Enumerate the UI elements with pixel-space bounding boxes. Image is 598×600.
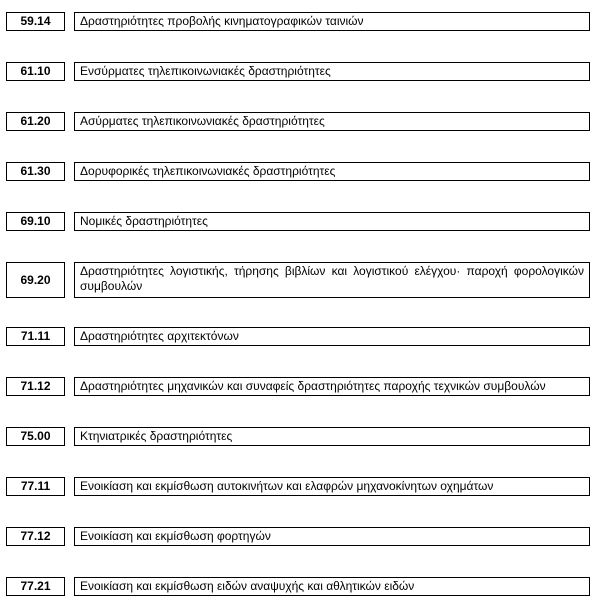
activity-code: 71.12 — [6, 377, 65, 396]
activity-description: Δραστηριότητες προβολής κινηματογραφικών ταινιών — [74, 12, 590, 31]
activity-description: Ασύρματες τηλεπικοινωνιακές δραστηριότητες — [74, 112, 590, 131]
activity-code: 61.30 — [6, 162, 65, 181]
activity-description: Νομικές δραστηριότητες — [74, 212, 590, 231]
activity-code: 69.10 — [6, 212, 65, 231]
activity-code: 61.20 — [6, 112, 65, 131]
activity-description: Ενσύρματες τηλεπικοινωνιακές δραστηριότητες — [74, 62, 590, 81]
activity-description: Ενοικίαση και εκμίσθωση φορτηγών — [74, 527, 590, 546]
activity-description: Δορυφορικές τηλεπικοινωνιακές δραστηριότητες — [74, 162, 590, 181]
activity-description: Ενοικίαση και εκμίσθωση αυτοκινήτων και ελαφρών μηχανοκίνητων οχημάτων — [74, 477, 590, 496]
activity-code: 69.20 — [6, 262, 65, 298]
activity-description: Δραστηριότητες μηχανικών και συναφείς δραστηριότητες παροχής τεχνικών συμβουλών — [74, 377, 590, 396]
activity-code: 71.11 — [6, 327, 65, 346]
activity-code: 61.10 — [6, 62, 65, 81]
activity-description: Δραστηριότητες λογιστικής, τήρησης βιβλίων και λογιστικού ελέγχου· παροχή φορολογικών συμβουλών — [74, 262, 590, 298]
activity-code: 77.12 — [6, 527, 65, 546]
activity-code: 77.11 — [6, 477, 65, 496]
activity-code: 75.00 — [6, 427, 65, 446]
activity-description: Κτηνιατρικές δραστηριότητες — [74, 427, 590, 446]
activity-description: Δραστηριότητες αρχιτεκτόνων — [74, 327, 590, 346]
activity-code: 77.21 — [6, 577, 65, 596]
activity-description: Ενοικίαση και εκμίσθωση ειδών αναψυχής και αθλητικών ειδών — [74, 577, 590, 596]
activity-code: 59.14 — [6, 12, 65, 31]
